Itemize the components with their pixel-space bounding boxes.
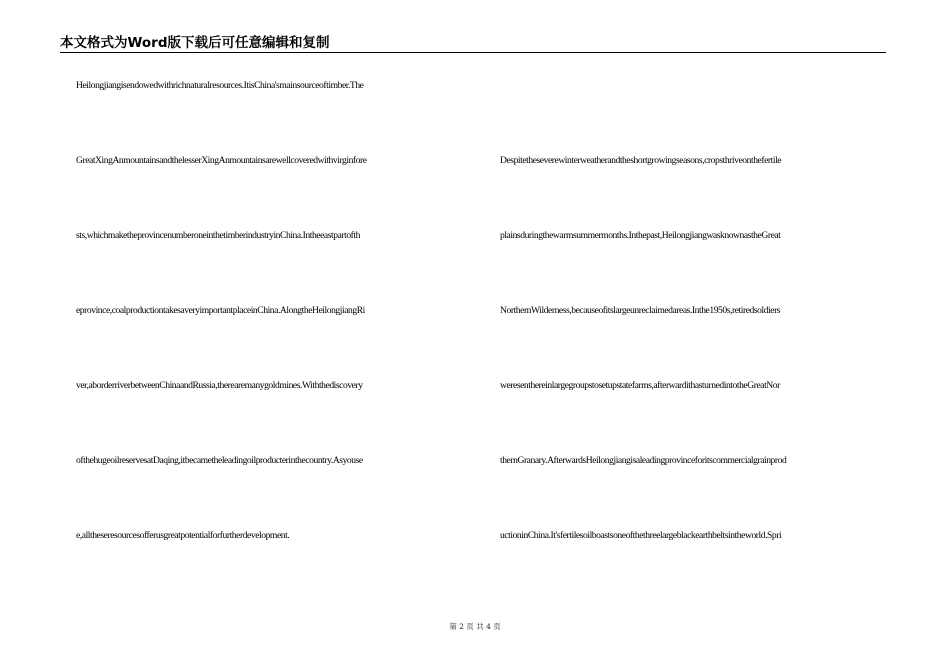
document-header-title: 本文格式为Word版下载后可任意编辑和复制	[60, 35, 330, 51]
left-text-line: ofthehugeoilreservesatDaqing,itbecametheleadingoilproducterinthecountry.Asyouse	[76, 455, 363, 466]
right-text-line: Despitetheseverewinterweatherandtheshortgrowingseasons,cropsthriveonthefertile	[500, 155, 782, 166]
header-divider	[60, 52, 886, 53]
left-text-line: ver,aborderriverbetweenChinaandRussia,therearemanygoldmines.Withthediscovery	[76, 380, 363, 391]
right-text-line: uctioninChina.It'sfertilesoilboastsoneofthethreelargeblackearthbeltsintheworld.Spri	[500, 530, 782, 541]
left-text-line: e,alltheseresourcesofferusgreatpotentialforfurtherdevelopment.	[76, 530, 290, 541]
right-text-line: thernGranary.AfterwardsHeilongjiangisaleadingprovinceforitscommercialgrainprod	[500, 455, 787, 466]
left-text-line: Heilongjiangisendowedwithrichnaturalresources.ItisChina'smainsourceoftimber.The	[76, 80, 364, 91]
left-text-line: sts,whichmaketheprovincenumberoneinthetimberindustryinChina.Intheeastpartofth	[76, 230, 360, 241]
right-text-line: weresenthereinlargegroupstosetupstatefarms,afterwardithasturnedintotheGreatNor	[500, 380, 780, 391]
right-text-line: plainsduringthewarmsummermonths.Inthepast,HeilongjiangwasknownastheGreat	[500, 230, 781, 241]
left-text-line: eprovince,coalproductiontakesaveryimportantplaceinChina.AlongtheHeilongjiangRi	[76, 305, 365, 316]
page-number-footer: 第 2 页 共 4 页	[449, 622, 501, 631]
right-text-line: NorthernWilderness,becauseofitslargeunreclaimedareas.Inthe1950s,retiredsoldiers	[500, 305, 781, 316]
left-text-line: GreatXingAnmountainsandthelesserXingAnmountainsarewellcoveredwithvirginfore	[76, 155, 367, 166]
